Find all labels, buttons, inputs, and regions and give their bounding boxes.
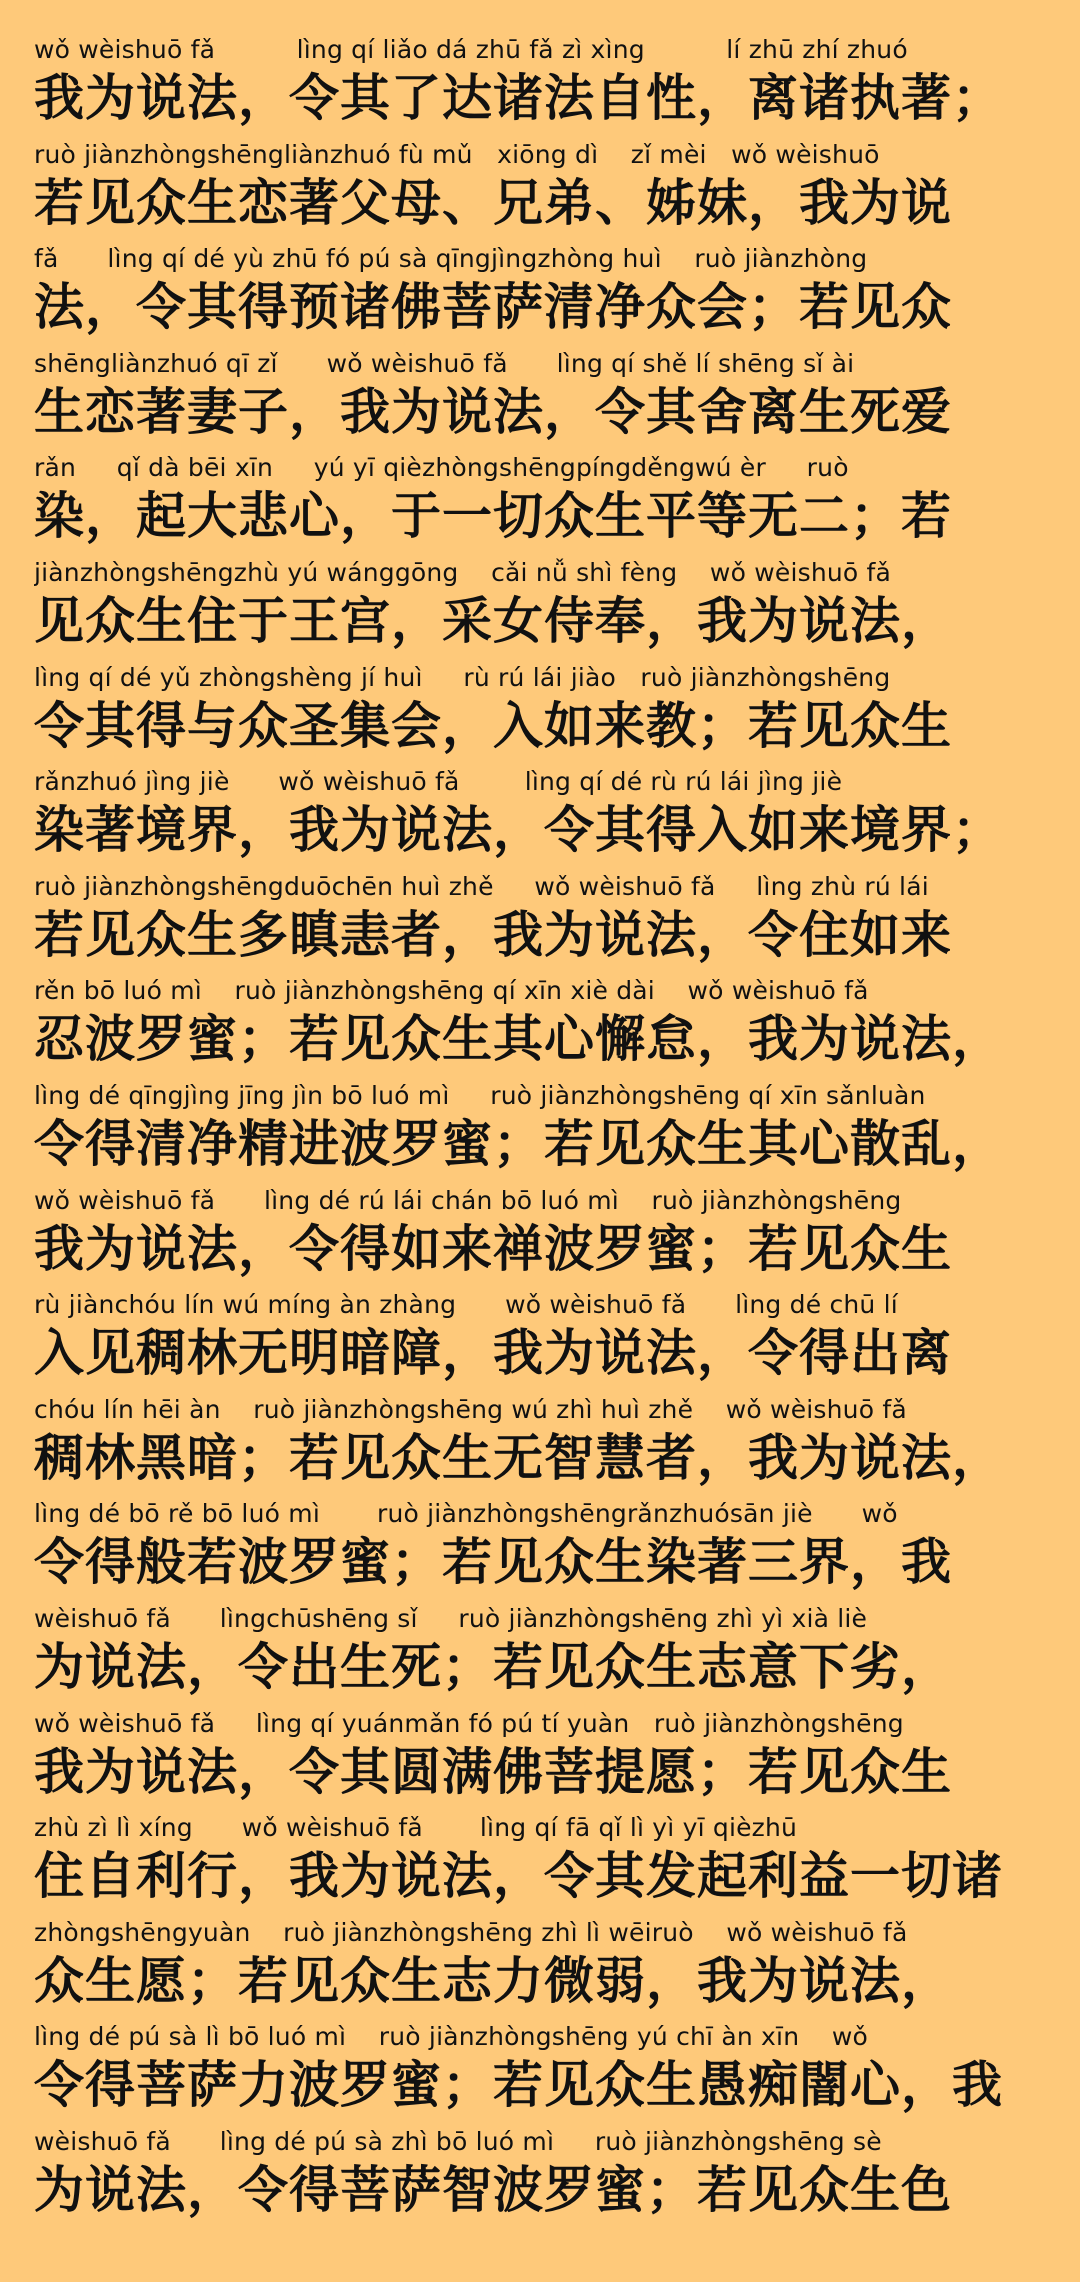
hanzi-row: 住自利行，我为说法，令其发起利益一切诸 [34,1847,1003,1906]
hanzi-row: 我为说法，令其圆满佛菩提愿；若见众生 [34,1742,952,1801]
text-line-21 [34,2126,1046,2231]
hanzi-row: 法，令其得预诸佛菩萨清净众会；若见众 [34,278,952,337]
hanzi-row: 为说法，令出生死；若见众生志意下劣， [34,1637,952,1696]
hanzi-row: 我为说法，令得如来禅波罗蜜；若见众生 [34,1219,952,1278]
text-line-16 [34,1603,1046,1708]
hanzi-row: 忍波罗蜜；若见众生其心懈怠，我为说法， [34,1010,1003,1069]
text-line-8 [34,766,1046,871]
pinyin-row: lìng dé qīngjìng jīng jìn bō luó mì ruò jiànzhòngshēng qí xīn sǎnluàn [34,1080,926,1110]
hanzi-row: 若见众生恋著父母、兄弟、姊妹，我为说 [34,173,952,232]
hanzi-row: 令得菩萨力波罗蜜；若见众生愚痴闇心，我 [34,2056,1003,2115]
hanzi-row: 入见稠林无明暗障，我为说法，令得出离 [34,1324,952,1383]
pinyin-row: chóu lín hēi àn ruò jiànzhòngshēng wú zhì huì zhě wǒ wèishuō fǎ [34,1394,907,1424]
hanzi-row: 染，起大悲心，于一切众生平等无二；若 [34,487,952,546]
pinyin-row: zhòngshēngyuàn ruò jiànzhòngshēng zhì lì wēiruò wǒ wèishuō fǎ [34,1917,908,1947]
text-line-4 [34,348,1046,453]
text-line-1 [34,34,1046,139]
pinyin-row: rěn bō luó mì ruò jiànzhòngshēng qí xīn xiè dài wǒ wèishuō fǎ [34,976,869,1006]
text-line-7 [34,662,1046,767]
text-line-9 [34,871,1046,976]
text-line-11 [34,1080,1046,1185]
pinyin-row: ruò jiànzhòngshēngduōchēn huì zhě wǒ wèishuō fǎ lìng zhù rú lái [34,871,929,901]
pinyin-row: lìng qí dé yǔ zhòngshèng jí huì rù rú lái jiào ruò jiànzhòngshēng [34,662,891,692]
text-line-6 [34,557,1046,662]
pinyin-row: rǎn qǐ dà bēi xīn yú yī qièzhòngshēngpíngděngwú èr ruò [34,453,849,483]
pinyin-row: zhù zì lì xíng wǒ wèishuō fǎ lìng qí fā qǐ lì yì yī qièzhū [34,1813,798,1843]
text-line-12 [34,1185,1046,1290]
hanzi-row: 为说法，令得菩萨智波罗蜜；若见众生色 [34,2160,952,2219]
pinyin-row: ruò jiànzhòngshēngliànzhuó fù mǔ xiōng dì zǐ mèi wǒ wèishuō [34,139,880,169]
pinyin-row: wǒ wèishuō fǎ lìng dé rú lái chán bō luó mì ruò jiànzhòngshēng [34,1185,902,1215]
text-line-10 [34,975,1046,1080]
pinyin-row: wǒ wèishuō fǎ lìng qí liǎo dá zhū fǎ zì xìng lí zhū zhí zhuó [34,35,908,64]
pinyin-row: lìng dé bō rě bō luó mì ruò jiànzhòngshēngrǎnzhuósān jiè wǒ [34,1499,898,1529]
pinyin-row: shēngliànzhuó qī zǐ wǒ wèishuō fǎ lìng qí shě lí shēng sǐ ài [34,348,855,378]
pinyin-row: fǎ lìng qí dé yù zhū fó pú sà qīngjìngzhòng huì ruò jiànzhòng [34,244,868,274]
pinyin-row: rǎnzhuó jìng jiè wǒ wèishuō fǎ lìng qí dé rù rú lái jìng jiè [34,767,843,797]
hanzi-row: 令其得与众圣集会，入如来教；若见众生 [34,696,952,755]
pinyin-row: wèishuō fǎ lìng dé pú sà zhì bō luó mì ruò jiànzhòngshēng sè [34,2126,882,2156]
pinyin-row: rù jiànchóu lín wú míng àn zhàng wǒ wèishuō fǎ lìng dé chū lí [34,1290,898,1320]
text-line-2 [34,139,1046,244]
pinyin-row: wǒ wèishuō fǎ lìng qí yuánmǎn fó pú tí yuàn ruò jiànzhòngshēng [34,1708,904,1738]
hanzi-row: 稠林黑暗；若见众生无智慧者，我为说法， [34,1428,1003,1487]
hanzi-row: 我为说法，令其了达诸法自性，离诸执著； [34,69,1003,127]
text-line-14 [34,1394,1046,1499]
pinyin-row: lìng dé pú sà lì bō luó mì ruò jiànzhòngshēng yú chī àn xīn wǒ [34,2022,868,2052]
hanzi-row: 众生愿；若见众生志力微弱，我为说法， [34,1951,952,2010]
pinyin-row: jiànzhòngshēngzhù yú wánggōng cǎi nǚ shì fèng wǒ wèishuō fǎ [34,557,892,587]
hanzi-row: 令得般若波罗蜜；若见众生染著三界，我 [34,1533,952,1592]
text-line-15 [34,1498,1046,1603]
hanzi-row: 若见众生多瞋恚者，我为说法，令住如来 [34,905,952,964]
pinyin-row: wèishuō fǎ lìngchūshēng sǐ ruò jiànzhòngshēng zhì yì xià liè [34,1603,868,1633]
hanzi-row: 见众生住于王宫，采女侍奉，我为说法， [34,591,952,650]
hanzi-row: 染著境界，我为说法，令其得入如来境界； [34,801,1003,860]
text-line-3 [34,243,1046,348]
text-line-20 [34,2021,1046,2126]
hanzi-row: 生恋著妻子，我为说法，令其舍离生死爱 [34,382,952,441]
text-line-19 [34,1917,1046,2022]
text-line-17 [34,1708,1046,1813]
text-line-5 [34,452,1046,557]
text-line-13 [34,1289,1046,1394]
text-line-18 [34,1812,1046,1917]
hanzi-row: 令得清净精进波罗蜜；若见众生其心散乱， [34,1114,1003,1173]
